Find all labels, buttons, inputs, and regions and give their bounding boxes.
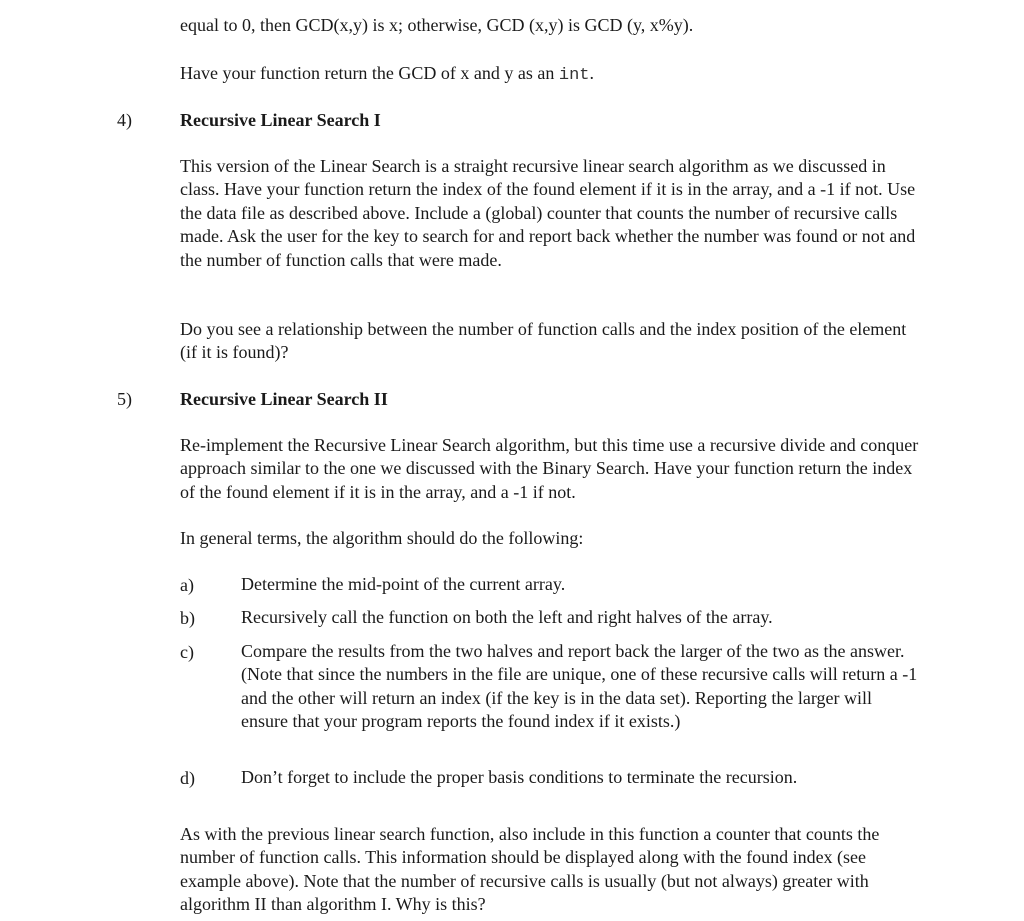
gcd-return-period: . xyxy=(589,63,595,83)
step-c-marker: c) xyxy=(180,642,194,662)
step-d-marker: d) xyxy=(180,768,195,788)
gcd-definition-line: equal to 0, then GCD(x,y) is x; otherwise, GCD (x,y) is GCD (y, x%y). xyxy=(180,15,694,35)
section-4-number: 4) xyxy=(117,110,132,130)
gcd-return-type: int xyxy=(558,66,590,85)
step-b-text: Recursively call the function on both the left and right halves of the array. xyxy=(241,607,773,627)
step-a-text: Determine the mid-point of the current array. xyxy=(241,574,566,594)
gcd-return-text: Have your function return the GCD of x and y as an xyxy=(180,63,559,83)
section-4-title: Recursive Linear Search I xyxy=(180,110,381,130)
section-5-number: 5) xyxy=(117,389,132,409)
section-5-paragraph-1: Re-implement the Recursive Linear Search algorithm, but this time use a recursive divide and conquer approach similar to the one we discussed with the Binary Search. Have your function return the index of the found element if it is in the array, and a -1 if not. xyxy=(180,435,919,502)
step-c-text: Compare the results from the two halves and report back the larger of the two as the answer. (Note that since the numbers in the file are unique, one of these recursive calls will return a -1 and the other will return an index (if the key is in the data set). Reporting the larger will ensure that your program reports the found index if it exists.) xyxy=(241,641,918,732)
gcd-return-line xyxy=(180,61,594,88)
section-5-title: Recursive Linear Search II xyxy=(180,389,388,409)
step-d-text: Don’t forget to include the proper basis conditions to terminate the recursion. xyxy=(241,767,798,787)
section-4-paragraph-1: This version of the Linear Search is a straight recursive linear search algorithm as we discussed in class. Have your function return the index of the found element if it is in the array, and a -1 if not. Use the data file as described above. Include a (global) counter that counts the number of recursive calls made. Ask the user for the key to search for and report back whether the number was found or not and the number of function calls that were made. xyxy=(180,156,916,270)
section-5-paragraph-3: As with the previous linear search function, also include in this function a counter that counts the number of function calls. This information should be displayed along with the found index (see example above). Note that the number of recursive calls is usually (but not always) greater with algorithm II than algorithm I. Why is this? xyxy=(180,824,880,915)
section-4-paragraph-2: Do you see a relationship between the number of function calls and the index position of the element (if it is found)? xyxy=(180,319,907,363)
step-a-marker: a) xyxy=(180,575,194,595)
step-b-marker: b) xyxy=(180,608,195,628)
section-5-paragraph-2: In general terms, the algorithm should do the following: xyxy=(180,528,584,548)
